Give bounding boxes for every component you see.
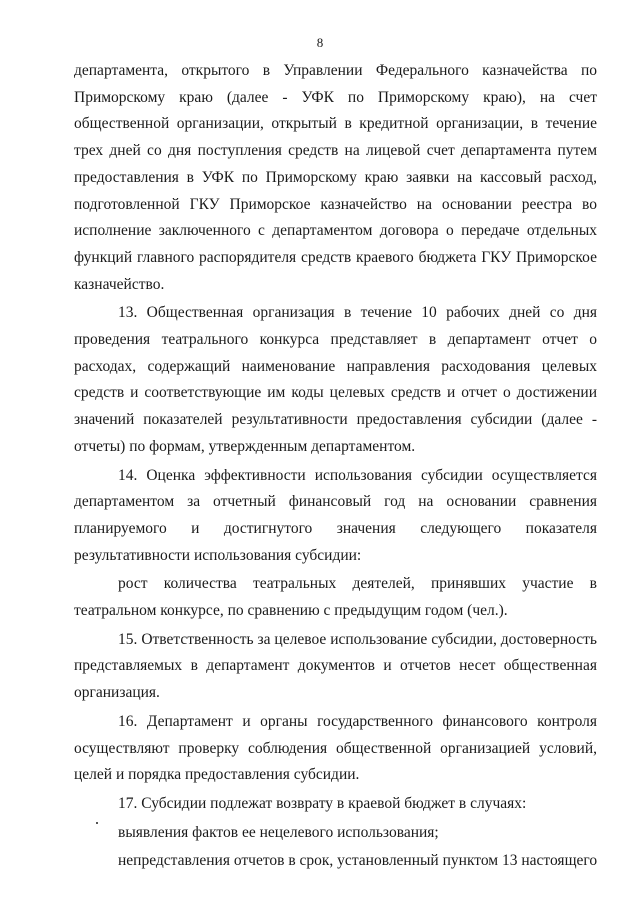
paragraph-16: 16. Департамент и органы государственного финансового контроля осуществляют проверку соблюдения общественной организацией условий, целей и порядка предоставления субсидии.	[74, 712, 597, 784]
paragraph-continuation: департамента, открытого в Управлении Федерального казначейства по Приморскому краю (далее - УФК по Приморскому краю), на счет общественной организации, открытый в кредитной организации, в течение трех дней со дня поступления средств на лицевой счет департамента путем предоставления в УФК по Приморскому краю заявки на кассовый расход, подготовленной ГКУ Приморское казначейство на основании реестра во исполнение заключенного с департаментом договора о передаче отдельных функций главного распорядителя средств краевого бюджета ГКУ Приморское казначейство.	[74, 62, 597, 293]
document-body	[74, 58, 597, 877]
paragraph-17: 17. Субсидии подлежат возврату в краевой бюджет в случаях:	[118, 794, 527, 812]
scan-speck	[96, 822, 98, 824]
paragraph-14: 14. Оценка эффективности использования субсидии осуществляется департаментом за отчетный финансовый год на основании сравнения планируемого и достигнутого значения следующего показателя результативности использования субсидии:	[74, 466, 597, 564]
paragraph-17-case-b: непредставления отчетов в срок, установленный пунктом 13 настоящего	[118, 852, 598, 870]
paragraph-17-case-a: выявления фактов ее нецелевого использования;	[118, 823, 439, 841]
paragraph-13: 13. Общественная организация в течение 10 рабочих дней со дня проведения театрального конкурса представляет в департамент отчет о расходах, содержащий наименование направления расходования целевых средств и соответствующие им коды целевых средств и отчет о достижении значений показателей результативности предоставления субсидии (далее - отчеты) по формам, утвержденным департаментом.	[74, 304, 597, 455]
page-number: 8	[316, 35, 324, 50]
paragraph-14-indicator: рост количества театральных деятелей, принявших участие в театральном конкурсе, по сравнению с предыдущим годом (чел.).	[74, 575, 597, 620]
paragraph-15: 15. Ответственность за целевое использование субсидии, достоверность представляемых в департамент документов и отчетов несет общественная организация.	[74, 630, 597, 702]
